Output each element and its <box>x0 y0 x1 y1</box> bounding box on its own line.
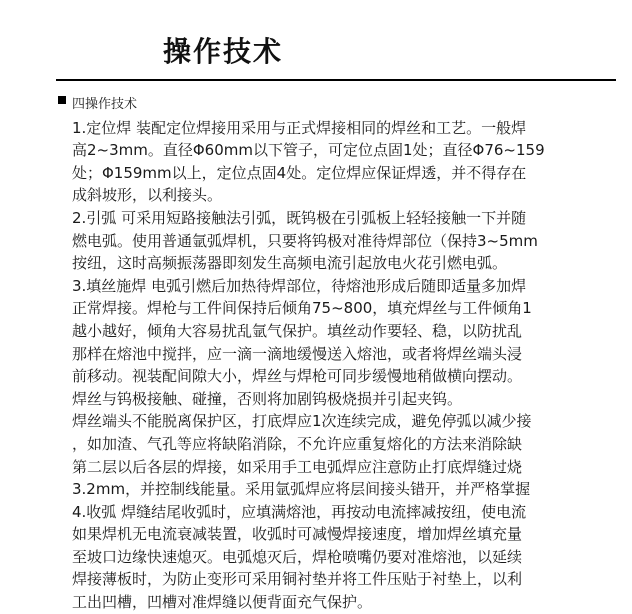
paragraph-line: 按纽，这时高频振荡器即刻发生高频电流引起放电火花引燃电弧。 <box>72 254 508 273</box>
paragraph-line: 高2~3mm。直径Φ60mm以下管子，可定位点固1处；直径Φ76~159 <box>72 141 545 160</box>
paragraph-line: 那样在熔池中搅拌，应一滴一滴地缓慢送入熔池，或者将焊丝端头浸 <box>72 344 523 363</box>
paragraph-line: 正常焊接。焊枪与工件间保持后倾角75~800，填充焊丝与工件倾角1 <box>72 299 532 318</box>
document-body <box>72 94 632 614</box>
paragraph-line: 焊丝与钨极接触、碰撞，否则将加剧钨极烧损并引起夹钨。 <box>72 389 463 408</box>
paragraph-line: 成斜坡形，以利接头。 <box>72 186 223 205</box>
paragraph-line: 第二层以后各层的焊接，如采用手工电弧焊应注意防止打底焊缝过烧 <box>72 457 523 476</box>
paragraph-line: 2.引弧 可采用短路接触法引弧，既钨极在引弧板上轻轻接触一下并随 <box>72 208 527 227</box>
paragraph-line: 焊丝端头不能脱离保护区，打底焊应1次连续完成，避免停弧以减少接 <box>72 412 532 431</box>
paragraph-line: 如果焊机无电流衰减装置，收弧时可减慢焊接速度，增加焊丝填充量 <box>72 525 523 544</box>
paragraph-line: 1.定位焊 装配定位焊接用采用与正式焊接相同的焊丝和工艺。一般焊 <box>72 118 527 137</box>
paragraph-line: 前移动。视装配间隙大小，焊丝与焊枪可同步缓慢地稍做横向摆动。 <box>72 367 523 386</box>
page-title: 操作技术 <box>163 35 284 68</box>
paragraph-line: ，如加渣、气孔等应将缺陷消除，不允许应重复熔化的方法来消除缺 <box>72 434 523 453</box>
square-bullet-icon <box>58 96 66 104</box>
paragraph-line: 焊接薄板时，为防止变形可采用铜衬垫并将工件压贴于衬垫上，以利 <box>72 570 523 589</box>
paragraph-line: 燃电弧。使用普通氩弧焊机，只要将钨极对准待焊部位（保持3~5mm <box>72 231 538 250</box>
paragraph-line: 至坡口边缘快速熄灭。电弧熄灭后，焊枪喷嘴仍要对准熔池，以延续 <box>72 547 523 566</box>
paragraph-line: 工出凹槽，凹槽对准焊缝以便背面充气保护。 <box>72 593 373 612</box>
paragraph-line: 处；Φ159mm以上，定位点固4处。定位焊应保证焊透，并不得存在 <box>72 163 527 182</box>
paragraph-line: 4.收弧 焊缝结尾收弧时，应填满熔池，再按动电流摔减按纽，使电流 <box>72 502 527 521</box>
paragraph-line: 越小越好，倾角大容易扰乱氩气保护。填丝动作要轻、稳，以防扰乱 <box>72 321 523 340</box>
title-divider <box>56 79 616 81</box>
section-heading: 四操作技术 <box>72 97 138 112</box>
paragraph-line: 3.2mm，并控制线能量。采用氩弧焊应将层间接头错开，并严格掌握 <box>72 480 531 499</box>
paragraph-line: 3.填丝施焊 电弧引燃后加热待焊部位，待熔池形成后随即适量多加焊 <box>72 276 527 295</box>
